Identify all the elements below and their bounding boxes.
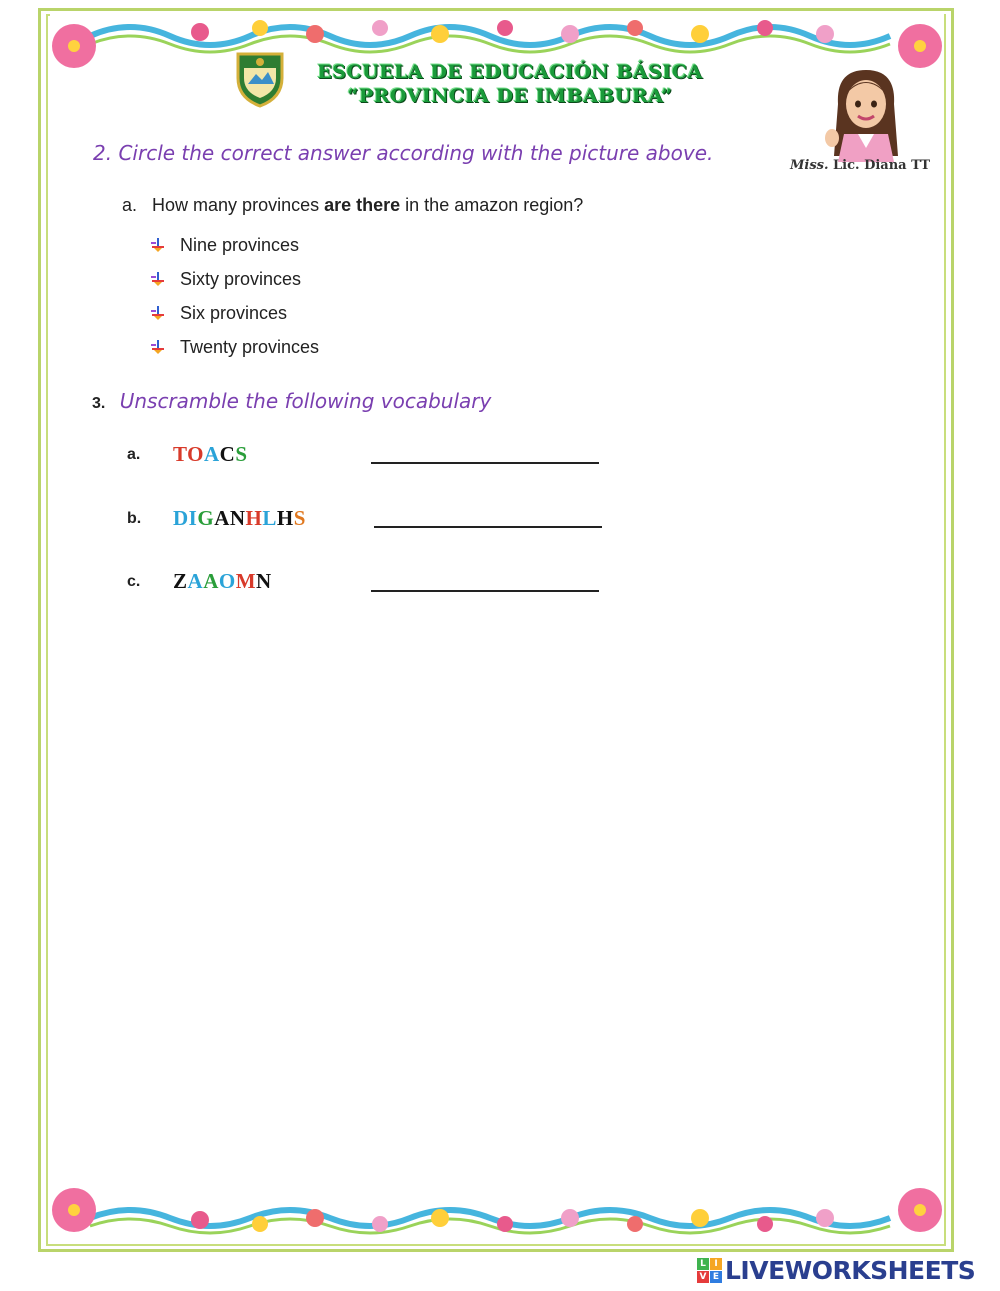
logo-letter-tile: L [697, 1258, 709, 1270]
scrambled-letter: C [219, 442, 236, 466]
teacher-avatar [818, 64, 914, 162]
vocab-item-letter: b. [127, 509, 142, 527]
vocab-item-letter: c. [127, 572, 141, 590]
scrambled-letter: T [173, 442, 188, 466]
question-2a-text-post: in the amazon region? [405, 195, 584, 215]
liveworksheets-logo[interactable] [697, 1256, 975, 1285]
question-2-heading [93, 141, 713, 165]
arrow-bullet-icon [150, 305, 166, 321]
scrambled-letter: G [197, 506, 215, 530]
scrambled-letter: A [203, 442, 220, 466]
question-2-instruction: Circle the correct answer according with the picture above. [118, 141, 714, 165]
teacher-name [790, 158, 950, 173]
school-name-line2: “PROVINCIA DE IMBABURA” [347, 85, 673, 107]
answer-option-label: Nine provinces [180, 234, 300, 255]
answer-option-six[interactable] [150, 296, 319, 330]
scrambled-letter: I [188, 506, 198, 530]
question-2a-text-pre: How many provinces [152, 195, 320, 215]
question-2-number: 2. [93, 141, 113, 165]
logo-letter-tile: E [710, 1271, 722, 1283]
answer-option-sixty[interactable] [150, 262, 319, 296]
scrambled-letter: S [235, 442, 248, 466]
scrambled-letter: A [214, 506, 230, 530]
school-name [300, 60, 720, 108]
logo-letter-tile: I [710, 1258, 722, 1270]
answer-blank-a[interactable] [371, 462, 599, 464]
scrambled-letter: L [262, 506, 277, 530]
scrambled-letter: O [218, 569, 236, 593]
teacher-name-prefix: Miss. [790, 158, 829, 173]
teacher-name-text: Lic. Diana TT [833, 158, 930, 173]
scrambled-letter: M [235, 569, 257, 593]
liveworksheets-logo-icon [697, 1258, 722, 1283]
scrambled-letter: O [187, 442, 204, 466]
answer-option-nine[interactable] [150, 228, 319, 262]
vocab-item-b [127, 506, 306, 531]
scrambled-letter: N [229, 506, 246, 530]
answer-options [150, 228, 319, 364]
answer-option-twenty[interactable] [150, 330, 319, 364]
floral-border-bottom [50, 1178, 944, 1240]
scrambled-word [173, 506, 306, 531]
question-2a-letter: a. [122, 195, 138, 215]
vocab-item-c [127, 569, 272, 594]
answer-blank-c[interactable] [371, 590, 599, 592]
answer-option-label: Sixty provinces [180, 268, 302, 289]
question-2a-text [122, 195, 583, 216]
arrow-bullet-icon [150, 339, 166, 355]
scrambled-letter: N [256, 569, 272, 593]
scrambled-word [173, 442, 248, 467]
brand-name: LIVEWORKSHEETS [725, 1256, 976, 1285]
scrambled-word [173, 569, 272, 594]
vocab-item-a [127, 442, 248, 467]
scrambled-letter: H [276, 506, 294, 530]
logo-letter-tile: V [697, 1271, 709, 1283]
scrambled-letter: A [203, 569, 219, 593]
answer-option-label: Six provinces [180, 302, 288, 323]
scrambled-letter: S [293, 506, 306, 530]
scrambled-letter: H [245, 506, 263, 530]
scrambled-letter: Z [173, 569, 188, 593]
vocab-item-letter: a. [127, 445, 141, 463]
arrow-bullet-icon [150, 237, 166, 253]
answer-blank-b[interactable] [374, 526, 602, 528]
question-3-heading [92, 389, 491, 413]
school-crest-icon [230, 48, 290, 108]
question-2a-text-bold: are there [324, 195, 401, 215]
arrow-bullet-icon [150, 271, 166, 287]
answer-option-label: Twenty provinces [180, 336, 320, 357]
scrambled-letter: A [187, 569, 204, 593]
question-3-instruction: Unscramble the following vocabulary [119, 389, 492, 413]
school-name-line1: ESCUELA DE EDUCACIÓN BÁSICA [317, 61, 703, 83]
scrambled-letter: D [173, 506, 189, 530]
question-3-number: 3. [92, 395, 106, 412]
